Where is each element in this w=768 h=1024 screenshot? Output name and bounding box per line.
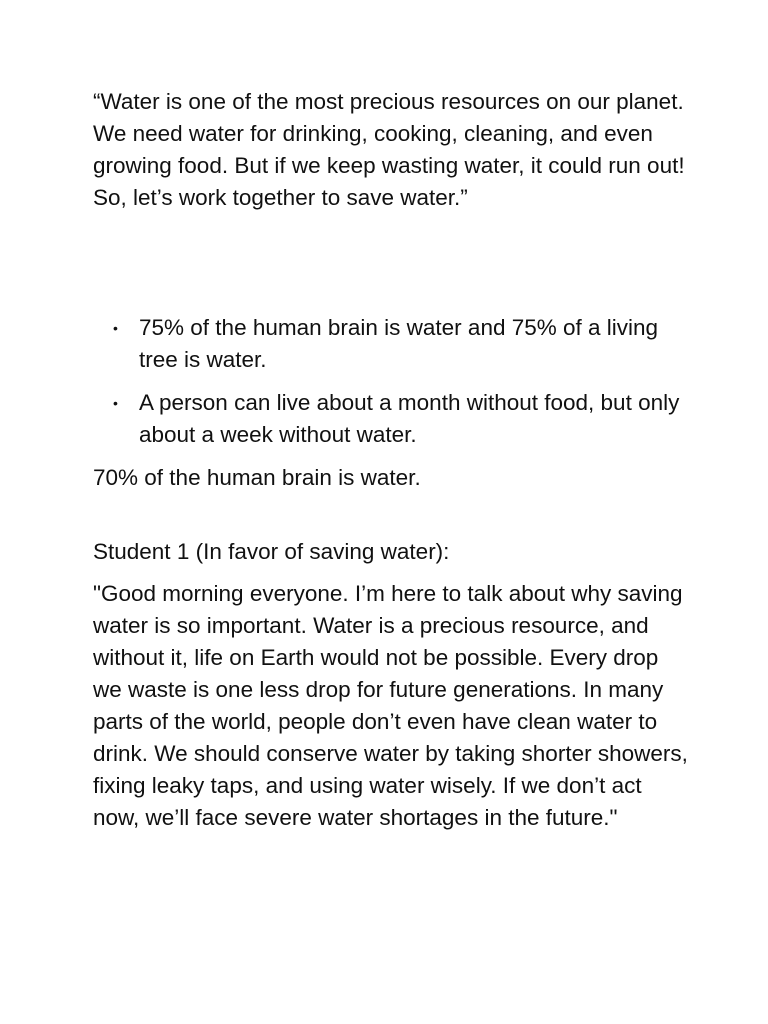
brain-note: 70% of the human brain is water.: [93, 465, 421, 490]
speaker-heading: Student 1 (In favor of saving water):: [93, 539, 450, 564]
bullet-icon: •: [113, 395, 118, 411]
speech-paragraph: "Good morning everyone. I’m here to talk about why saving water is so important. Water is a precious resource, and without it, life on Earth would not be possible. Every drop we waste is one less drop for future generations. In many parts of the world, people don’t even have clean water to drink. We should conserve water by taking shorter showers, fixing leaky taps, and using water wisely. If we don’t act now, we’ll face severe water shortages in the future.": [93, 581, 688, 830]
intro-quote: “Water is one of the most precious resources on our planet. We need water for drinking, cooking, cleaning, and even growing food. But if we keep wasting water, it could run out! So, let’s work together to save water.”: [93, 89, 685, 210]
bullet-icon: •: [113, 320, 118, 336]
facts-list: [93, 312, 688, 451]
list-item: [93, 387, 688, 451]
fact-text: 75% of the human brain is water and 75% of a living tree is water.: [139, 315, 659, 372]
fact-text: A person can live about a month without food, but only about a week without water.: [139, 390, 680, 447]
list-item: [93, 312, 688, 376]
